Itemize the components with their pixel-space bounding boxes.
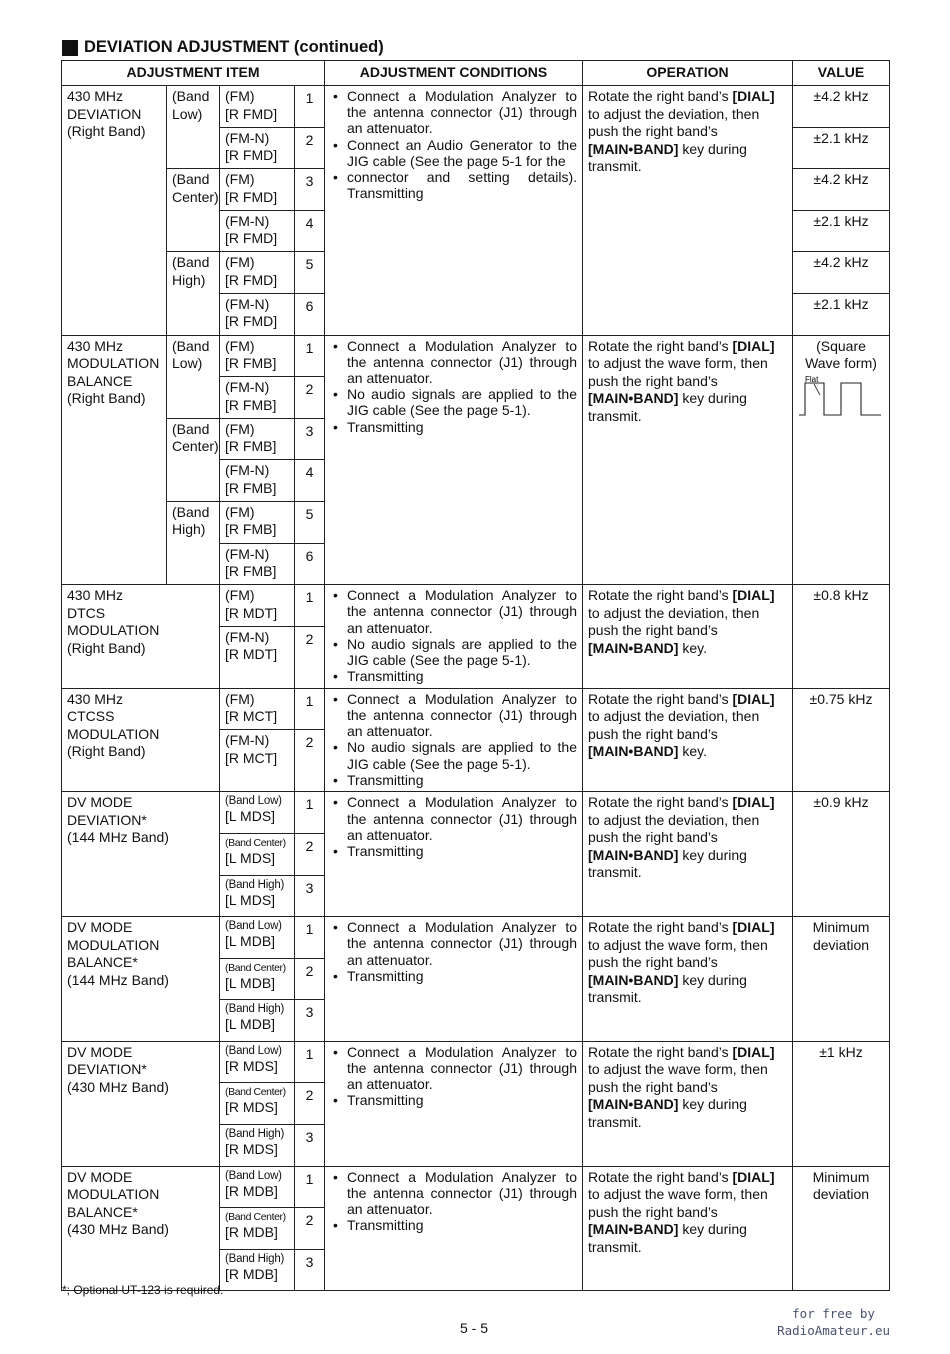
operation: Rotate the right band’s [DIAL] to adjust the wave form, then push the right band’s [MAIN•BAND] key during transmit. (583, 1166, 793, 1291)
row-number: 2 (295, 626, 325, 688)
mode-code: (Band High) [R MDB] (220, 1249, 295, 1291)
table-row (62, 688, 890, 730)
mode-code: (FM) [R FMD] (220, 169, 295, 211)
mode-code: (Band High) [L MDB] (220, 1000, 295, 1042)
mode-code: (Band Low) [L MDB] (220, 917, 295, 959)
operation: Rotate the right band’s [DIAL] to adjust the deviation, then push the right band’s [MAIN•BAND] key. (583, 585, 793, 689)
row-number: 5 (295, 501, 325, 543)
row-number: 4 (295, 210, 325, 252)
operation: Rotate the right band’s [DIAL] to adjust the wave form, then push the right band’s [MAIN•BAND] key during transmit. (583, 335, 793, 585)
value: ±0.9 kHz (793, 792, 890, 917)
adjustment-conditions: • Connect a Modulation Analyzer to the antenna connector (J1) through an attenuator. • No audio signals are applied to the JIG cable (See the page 5-1). • Transmitting (325, 335, 583, 585)
row-number: 3 (295, 1000, 325, 1042)
table-row (62, 585, 890, 627)
adjustment-conditions: • Connect a Modulation Analyzer to the antenna connector (J1) through an attenuator. • Transmitting (325, 1166, 583, 1291)
mode-code: (FM) [R FMB] (220, 501, 295, 543)
row-number: 1 (295, 585, 325, 627)
band-label: (Band High) (167, 501, 220, 584)
value: ±2.1 kHz (793, 293, 890, 335)
mode-code: (FM-N) [R FMB] (220, 377, 295, 419)
mode-code: (FM) [R MCT] (220, 688, 295, 730)
band-label: (Band Low) (167, 335, 220, 418)
adjustment-item: DV MODE MODULATION BALANCE* (430 MHz Band) (62, 1166, 220, 1291)
watermark-line2: RadioAmateur.eu (777, 1323, 890, 1338)
mode-code: (FM-N) [R MDT] (220, 626, 295, 688)
mode-code: (FM-N) [R FMD] (220, 210, 295, 252)
mode-code: (Band Center) [L MDB] (220, 958, 295, 1000)
table-row (62, 1166, 890, 1208)
mode-code: (Band High) [L MDS] (220, 875, 295, 917)
row-number: 2 (295, 958, 325, 1000)
page-number: 5 - 5 (460, 1320, 489, 1336)
band-label: (Band Center) (167, 169, 220, 252)
adjustment-item: DV MODE MODULATION BALANCE* (144 MHz Band) (62, 917, 220, 1042)
row-number: 5 (295, 252, 325, 294)
table-row (62, 335, 890, 377)
row-number: 3 (295, 418, 325, 460)
adjustment-item: 430 MHz DEVIATION (Right Band) (62, 86, 167, 336)
row-number: 4 (295, 460, 325, 502)
row-number: 1 (295, 86, 325, 128)
watermark-line1: for free by (792, 1306, 875, 1321)
value: ±2.1 kHz (793, 210, 890, 252)
operation: Rotate the right band’s [DIAL] to adjust the wave form, then push the right band’s [MAIN•BAND] key during transmit. (583, 1041, 793, 1166)
value: ±0.75 kHz (793, 688, 890, 792)
row-number: 3 (295, 169, 325, 211)
watermark (777, 1305, 890, 1339)
adjustment-conditions: • Connect a Modulation Analyzer to the antenna connector (J1) through an attenuator. • No audio signals are applied to the JIG cable (See the page 5-1). • Transmitting (325, 688, 583, 792)
row-number: 2 (295, 1083, 325, 1125)
row-number: 1 (295, 1041, 325, 1083)
mode-code: (Band Low) [R MDS] (220, 1041, 295, 1083)
mode-code: (Band Low) [L MDS] (220, 792, 295, 834)
adjustment-conditions: • Connect a Modulation Analyzer to the antenna connector (J1) through an attenuator. • No audio signals are applied to the JIG cable (See the page 5-1). • Transmitting (325, 585, 583, 689)
table-row (62, 1041, 890, 1083)
mode-code: (Band High) [R MDS] (220, 1125, 295, 1167)
operation: Rotate the right band’s [DIAL] to adjust the deviation, then push the right band’s [MAIN•BAND] key during transmit. (583, 86, 793, 336)
row-number: 3 (295, 1125, 325, 1167)
value: ±2.1 kHz (793, 127, 890, 169)
adjustment-item: 430 MHz MODULATION BALANCE (Right Band) (62, 335, 167, 585)
header-adjustment-conditions: ADJUSTMENT CONDITIONS (325, 61, 583, 86)
row-number: 1 (295, 688, 325, 730)
value: ±4.2 kHz (793, 169, 890, 211)
flat-label: Flat (805, 374, 819, 384)
header-operation: OPERATION (583, 61, 793, 86)
title-square-icon (62, 40, 78, 56)
table-header-row (62, 61, 890, 86)
row-number: 2 (295, 377, 325, 419)
value: ±1 kHz (793, 1041, 890, 1166)
row-number: 3 (295, 1249, 325, 1291)
mode-code: (FM) [R FMD] (220, 86, 295, 128)
row-number: 6 (295, 293, 325, 335)
adjustment-conditions: • Connect a Modulation Analyzer to the antenna connector (J1) through an attenuator. • Transmitting (325, 792, 583, 917)
value: (Square Wave form) Flat (793, 335, 890, 585)
footnote: *; Optional UT-123 is required. (62, 1283, 224, 1297)
header-value: VALUE (793, 61, 890, 86)
mode-code: (FM) [R FMD] (220, 252, 295, 294)
section-title (62, 38, 384, 57)
value: Minimum deviation (793, 1166, 890, 1291)
row-number: 6 (295, 543, 325, 585)
row-number: 3 (295, 875, 325, 917)
mode-code: (FM) [R FMB] (220, 418, 295, 460)
operation: Rotate the right band’s [DIAL] to adjust the deviation, then push the right band’s [MAIN•BAND] key. (583, 688, 793, 792)
row-number: 1 (295, 917, 325, 959)
row-number: 1 (295, 335, 325, 377)
mode-code: (FM) [R FMB] (220, 335, 295, 377)
mode-code: (FM-N) [R FMD] (220, 293, 295, 335)
row-number: 2 (295, 1208, 325, 1250)
table-row (62, 792, 890, 834)
value: ±0.8 kHz (793, 585, 890, 689)
band-label: (Band Low) (167, 86, 220, 169)
row-number: 2 (295, 730, 325, 792)
operation: Rotate the right band’s [DIAL] to adjust the deviation, then push the right band’s [MAIN•BAND] key during transmit. (583, 792, 793, 917)
adjustment-item: DV MODE DEVIATION* (144 MHz Band) (62, 792, 220, 917)
square-wave-icon (797, 373, 885, 423)
row-number: 2 (295, 127, 325, 169)
adjustment-conditions: • Connect a Modulation Analyzer to the antenna connector (J1) through an attenuator. • Transmitting (325, 1041, 583, 1166)
row-number: 1 (295, 1166, 325, 1208)
mode-code: (FM-N) [R MCT] (220, 730, 295, 792)
adjustment-conditions: • Connect a Modulation Analyzer to the antenna connector (J1) through an attenuator. • Connect an Audio Generator to the JIG cable (See the page 5-1 for the • connector and setting details). Transmitting (325, 86, 583, 336)
value: Minimum deviation (793, 917, 890, 1042)
value: ±4.2 kHz (793, 252, 890, 294)
header-adjustment-item: ADJUSTMENT ITEM (62, 61, 325, 86)
mode-code: (FM-N) [R FMB] (220, 543, 295, 585)
mode-code: (FM-N) [R FMD] (220, 127, 295, 169)
mode-code: (Band Center) [R MDB] (220, 1208, 295, 1250)
table-row (62, 917, 890, 959)
adjustment-item: DV MODE DEVIATION* (430 MHz Band) (62, 1041, 220, 1166)
title-text: DEVIATION ADJUSTMENT (continued) (84, 38, 384, 56)
table-row (62, 86, 890, 128)
band-label: (Band Center) (167, 418, 220, 501)
mode-code: (FM) [R MDT] (220, 585, 295, 627)
mode-code: (Band Low) [R MDB] (220, 1166, 295, 1208)
value: ±4.2 kHz (793, 86, 890, 128)
band-label: (Band High) (167, 252, 220, 335)
row-number: 2 (295, 833, 325, 875)
adjustment-conditions: • Connect a Modulation Analyzer to the antenna connector (J1) through an attenuator. • Transmitting (325, 917, 583, 1042)
mode-code: (Band Center) [L MDS] (220, 833, 295, 875)
adjustment-item: 430 MHz DTCS MODULATION (Right Band) (62, 585, 220, 689)
adjustment-table (61, 60, 890, 1291)
adjustment-item: 430 MHz CTCSS MODULATION (Right Band) (62, 688, 220, 792)
operation: Rotate the right band’s [DIAL] to adjust the wave form, then push the right band’s [MAIN•BAND] key during transmit. (583, 917, 793, 1042)
mode-code: (Band Center) [R MDS] (220, 1083, 295, 1125)
mode-code: (FM-N) [R FMB] (220, 460, 295, 502)
row-number: 1 (295, 792, 325, 834)
